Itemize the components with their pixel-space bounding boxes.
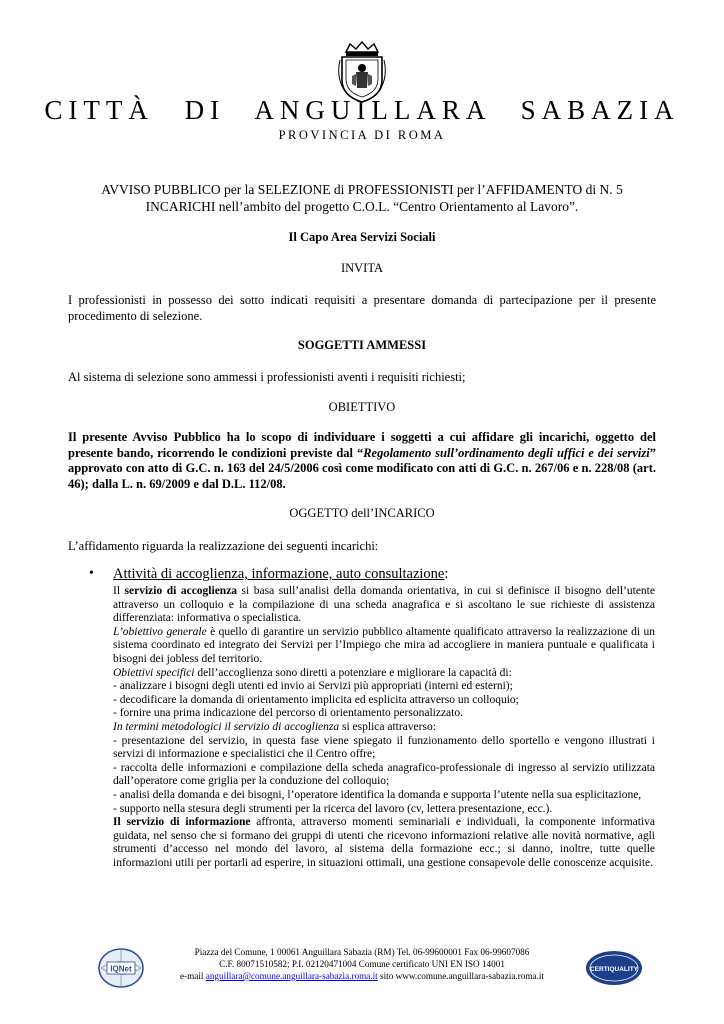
informazione-term: Il servizio di informazione [113,816,251,829]
intro-paragraph: I professionisti in possesso dei sotto indicati requisiti a presentare domanda di partecipazione per il presente procedimento di selezione. [68,293,656,323]
obiettivi-specifici-text: dell’accoglienza sono diretti a potenziare e migliorare la capacità di: [194,666,512,679]
informazione-paragraph [113,816,655,870]
iqnet-logo-icon [90,947,152,989]
accoglienza-term: servizio di accoglienza [124,585,238,597]
accoglienza-paragraph [113,585,655,626]
oggetto-paragraph: L’affidamento riguarda la realizzazione dei seguenti incarichi: [68,539,379,553]
province-subtitle: PROVINCIA DI ROMA [278,128,446,142]
obiettivo-text-part-2: ” approvato con atto di G.C. n. 163 del 24/5/2006 così come modificato con atti di G.C. n. 267/06 e n. 228/08 (art. 46); dalla L. n. 69/2009 e dal D.L. 112/08. [68,445,656,491]
city-title: CITTÀ DI ANGUILLARA SABAZIA [44,95,680,125]
obiettivo-generale-paragraph [113,626,655,667]
list-item: - analisi della domanda e dei bisogni, l’operatore identifica la domanda e supporta l’utente nella sua esplicitazione, [113,788,642,801]
certiquality-logo-text: CERTIQUALITY [589,966,639,973]
soggetti-heading: SOGGETTI AMMESSI [297,338,427,352]
obiettivi-specifici-term: Obiettivi specifici [113,666,195,679]
oggetto-heading: OGGETTO dell’INCARICO [289,506,435,520]
regolamento-title: Regolamento sull’ordinamento degli uffici e dei servizi [363,445,650,460]
list-item: - decodificare la domanda di orientamento implicita ed esplicita attraverso un colloquio; [113,693,519,706]
obiettivo-heading: OBIETTIVO [328,400,396,414]
obiettivi-specifici-paragraph [113,667,655,681]
page-footer [150,946,574,982]
metodologia-paragraph [113,721,655,735]
list-item: - analizzare i bisogni degli utenti ed invio ai Servizi più appropriati (interni ed esterni); [113,680,513,693]
activity-title [113,566,448,583]
website-text: sito www.comune.anguillara-sabazia.roma.it [377,971,544,981]
notice-title-line-1: AVVISO PUBBLICO per la SELEZIONE di PROFESSIONISTI per l’AFFIDAMENTO di N. 5 [101,182,623,197]
footer-contacts [150,970,574,982]
notice-title [40,181,684,215]
obiettivo-generale-term: L’obiettivo generale [113,625,207,638]
informazione-text: affronta, attraverso momenti seminariali e individuali, la componente informativa guidata, nel senso che si formano dei gruppi di utenti che ricevono informazioni relative alle novità normative, agli strumenti d’accesso nel mondo del lavoro, al sistema della formazione ecc.; si danno, inoltre, tutte quelle informazioni utili per portarli ad esperire, in situazioni ottimali, una gestione consapevole delle conoscenze acquisite. [113,816,655,869]
footer-fiscal: C.F. 80071510582; P.I. 02120471004 Comune certificato UNI EN ISO 14001 [219,959,505,969]
footer-address: Piazza del Comune, 1 00061 Anguillara Sabazia (RM) Tel. 06-99600001 Fax 06-99607086 [194,947,530,957]
soggetti-paragraph: Al sistema di selezione sono ammessi i professionisti aventi i requisiti richiesti; [68,370,466,384]
list-item: - fornire una prima indicazione del percorso di orientamento personalizzato. [113,707,463,720]
accoglienza-lead: Il [113,585,125,597]
activity-details [113,585,655,870]
list-item: - supporto nella stesura degli strumenti per la ricerca del lavoro (cv, lettera presentazione, ecc.). [113,802,553,815]
notice-title-line-2: INCARICHI nell’ambito del progetto C.O.L. “Centro Orientamento al Lavoro”. [145,199,579,214]
metodologia-text: si esplica attraverso: [339,720,436,733]
activity-title-text: Attività di accoglienza, informazione, auto consultazione [113,566,445,582]
activity-title-colon: : [444,566,449,582]
obiettivo-generale-text: è quello di garantire un servizio pubblico altamente qualificato attraverso la realizzazione di un sistema coordinato ed integrato dei Servizi per l’Impiego che mira ad accogliere in maniera puntuale e qualificata i bisogni dei jobless del territorio. [113,625,655,665]
bullet-icon: • [89,566,94,581]
invita-heading: INVITA [340,261,384,275]
iqnet-logo-text: IQNet [110,964,132,974]
email-label: e-mail [179,971,206,981]
certiquality-logo-icon [582,947,646,989]
signer-heading: Il Capo Area Servizi Sociali [288,230,436,244]
list-item: - raccolta delle informazioni e compilazione della scheda anagrafico-professionale di ingresso al servizio utilizzata dall’operatore come griglia per la conduzione del colloquio; [113,761,655,788]
accoglienza-text: si basa sull’analisi della domanda orientativa, in cui si definisce il bisogno dell’utente attraverso un colloquio e la compilazione di una scheda anagrafica e si ascoltano le sue richieste di assistenza differenziata: informativa o specialistica. [113,585,655,625]
metodologia-term: In termini metodologici il servizio di accoglienza [113,720,340,733]
obiettivo-paragraph [68,430,656,492]
obiettivo-text-part-1: Il presente Avviso Pubblico ha lo scopo di individuare i soggetti a cui affidare gli incarichi, oggetto del presente bando, ricorrendo le condizioni previste dal “ [68,430,656,460]
email-link[interactable]: anguillara@comune.anguillara-sabazia.roma.it [205,971,378,981]
list-item: - presentazione del servizio, in questa fase viene spiegato il funzionamento dello sportello e vengono illustrati i servizi di informazione e specialistici che il Centro offre; [113,734,655,761]
